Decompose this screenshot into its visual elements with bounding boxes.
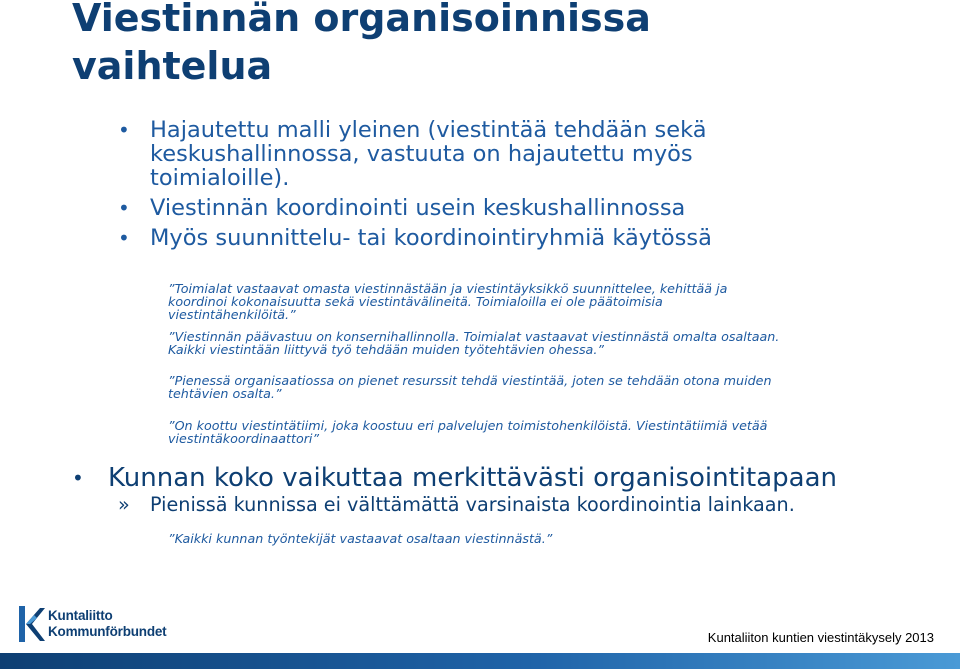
- bullet-icon: •: [118, 118, 130, 142]
- slide-title-line-1: Viestinnän organisoinnissa: [72, 0, 651, 40]
- main-point: [72, 462, 932, 494]
- slide-title-line-2: vaihtelua: [72, 44, 273, 88]
- footer-bar: [0, 653, 960, 669]
- sub-bullet-icon: »: [118, 493, 130, 516]
- logo-line-2: Kommunförbundet: [48, 624, 167, 639]
- kuntaliitto-logo-icon: [18, 604, 46, 644]
- main-point-text: Kunnan koko vaikuttaa merkittävästi organisointitapaan: [108, 463, 837, 493]
- bullet-text: Hajautettu malli yleinen (viestintää tehdään sekä keskushallinnossa, vastuuta on hajautettu myös toimialoille).: [150, 117, 707, 191]
- sub-point: [118, 493, 898, 517]
- slide-title: [72, 0, 932, 90]
- quote-text: ”Pienessä organisaatiossa on pienet resurssit tehdä viestintää, joten se tehdään otona muiden tehtävien osalta.”: [168, 373, 772, 401]
- sub-point-text: Pienissä kunnissa ei välttämättä varsinaista koordinointia lainkaan.: [150, 493, 795, 516]
- bullet-icon: •: [72, 466, 84, 490]
- quote-text: ”Kaikki kunnan työntekijät vastaavat osaltaan viestinnästä.”: [168, 531, 553, 546]
- bullet-text: Viestinnän koordinointi usein keskushallinnossa: [150, 195, 686, 221]
- logo-wordmark: [48, 608, 166, 640]
- bullet-item: [110, 226, 830, 250]
- bullet-icon: •: [118, 226, 130, 250]
- bullet-item: [110, 118, 830, 190]
- bullet-icon: •: [118, 196, 130, 220]
- bullet-list: [110, 118, 830, 256]
- bullet-item: [110, 196, 830, 220]
- quote-text: ”On koottu viestintätiimi, joka koostuu eri palvelujen toimistohenkilöistä. Viestintätiimiä vetää viestintäkoordinaattori”: [168, 418, 768, 446]
- quote-text: ”Toimialat vastaavat omasta viestinnästään ja viestintäyksikkö suunnittelee, kehittää ja koordinoi kokonaisuutta sekä viestintävälineitä. Toimialoilla ei ole päätoimisia viestintähenkilöitä.”: [168, 281, 728, 322]
- kuntaliitto-logo: [18, 604, 198, 648]
- footer-source: Kuntaliiton kuntien viestintäkysely 2013: [707, 630, 934, 645]
- logo-line-1: Kuntaliitto: [48, 608, 113, 623]
- bullet-text: Myös suunnittelu- tai koordinointiryhmiä käytössä: [150, 225, 712, 251]
- quote-text: ”Viestinnän päävastuu on konsernihallinnolla. Toimialat vastaavat viestinnästä omalta osaltaan. Kaikki viestintään liittyvä työ tehdään muiden työtehtävien ohessa.”: [168, 329, 780, 357]
